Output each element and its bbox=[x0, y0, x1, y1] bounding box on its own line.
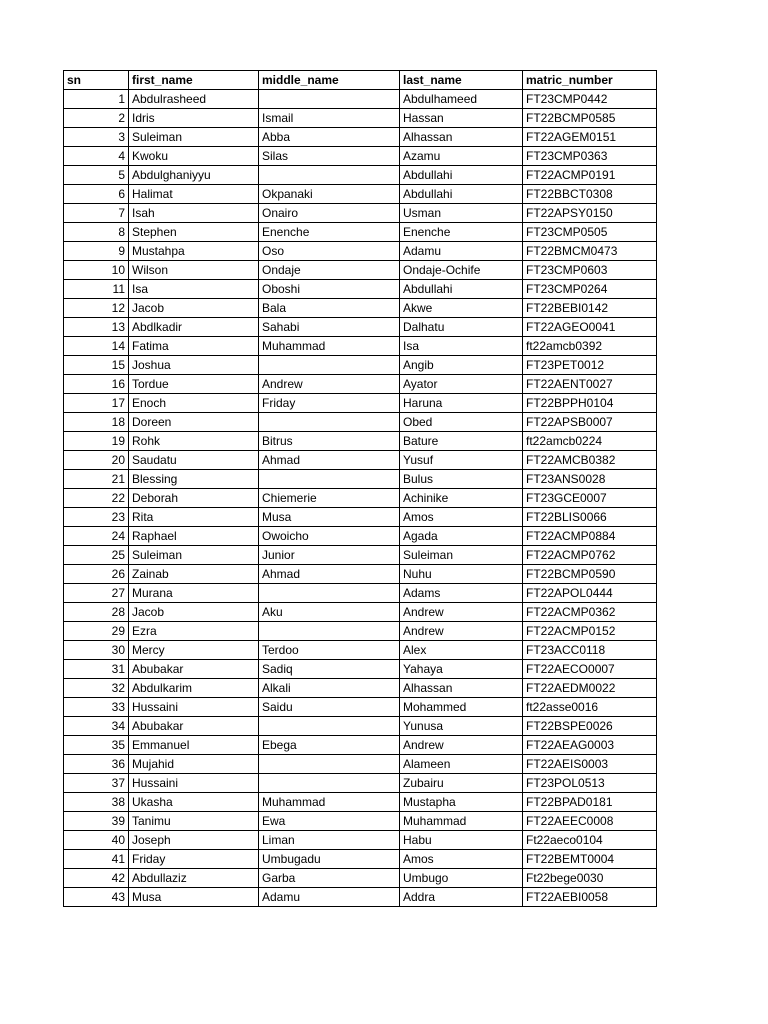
cell-sn: 10 bbox=[64, 261, 129, 280]
table-row bbox=[64, 432, 657, 451]
cell-middle-name: Garba bbox=[259, 869, 400, 888]
cell-middle-name: Silas bbox=[259, 147, 400, 166]
cell-first-name: Rohk bbox=[129, 432, 259, 451]
cell-middle-name bbox=[259, 166, 400, 185]
table-row bbox=[64, 812, 657, 831]
cell-last-name: Yahaya bbox=[400, 660, 523, 679]
cell-first-name: Friday bbox=[129, 850, 259, 869]
table-row bbox=[64, 679, 657, 698]
table-row bbox=[64, 698, 657, 717]
cell-matric-number: Ft22aeco0104 bbox=[523, 831, 657, 850]
cell-matric-number: FT22APOL0444 bbox=[523, 584, 657, 603]
cell-matric-number: FT23ACC0118 bbox=[523, 641, 657, 660]
cell-sn: 3 bbox=[64, 128, 129, 147]
cell-matric-number: FT22ACMP0152 bbox=[523, 622, 657, 641]
cell-matric-number: FT22BMCM0473 bbox=[523, 242, 657, 261]
cell-first-name: Mujahid bbox=[129, 755, 259, 774]
cell-matric-number: FT22AEAG0003 bbox=[523, 736, 657, 755]
cell-matric-number: FT22AEIS0003 bbox=[523, 755, 657, 774]
cell-sn: 1 bbox=[64, 90, 129, 109]
cell-matric-number: Ft22bege0030 bbox=[523, 869, 657, 888]
table-row bbox=[64, 318, 657, 337]
cell-middle-name: Owoicho bbox=[259, 527, 400, 546]
cell-middle-name: Oso bbox=[259, 242, 400, 261]
table-row bbox=[64, 128, 657, 147]
cell-sn: 16 bbox=[64, 375, 129, 394]
cell-first-name: Deborah bbox=[129, 489, 259, 508]
table-row bbox=[64, 584, 657, 603]
table-row bbox=[64, 660, 657, 679]
cell-first-name: Ukasha bbox=[129, 793, 259, 812]
cell-sn: 23 bbox=[64, 508, 129, 527]
cell-first-name: Hussaini bbox=[129, 774, 259, 793]
cell-sn: 28 bbox=[64, 603, 129, 622]
cell-matric-number: FT23GCE0007 bbox=[523, 489, 657, 508]
cell-last-name: Ondaje-Ochife bbox=[400, 261, 523, 280]
cell-first-name: Halimat bbox=[129, 185, 259, 204]
cell-last-name: Addra bbox=[400, 888, 523, 907]
cell-first-name: Suleiman bbox=[129, 128, 259, 147]
cell-first-name: Abubakar bbox=[129, 717, 259, 736]
cell-first-name: Suleiman bbox=[129, 546, 259, 565]
cell-last-name: Yunusa bbox=[400, 717, 523, 736]
cell-sn: 8 bbox=[64, 223, 129, 242]
cell-sn: 14 bbox=[64, 337, 129, 356]
cell-first-name: Saudatu bbox=[129, 451, 259, 470]
table-body bbox=[64, 90, 657, 907]
cell-first-name: Tanimu bbox=[129, 812, 259, 831]
cell-middle-name: Friday bbox=[259, 394, 400, 413]
cell-middle-name bbox=[259, 717, 400, 736]
cell-matric-number: FT22BEBI0142 bbox=[523, 299, 657, 318]
table-row bbox=[64, 717, 657, 736]
table-row bbox=[64, 736, 657, 755]
cell-last-name: Amos bbox=[400, 508, 523, 527]
cell-first-name: Jacob bbox=[129, 299, 259, 318]
cell-last-name: Ayator bbox=[400, 375, 523, 394]
cell-last-name: Hassan bbox=[400, 109, 523, 128]
cell-last-name: Umbugo bbox=[400, 869, 523, 888]
table-row bbox=[64, 147, 657, 166]
cell-matric-number: FT22BCMP0585 bbox=[523, 109, 657, 128]
cell-last-name: Abdullahi bbox=[400, 185, 523, 204]
table-row bbox=[64, 280, 657, 299]
cell-matric-number: FT22AGEM0151 bbox=[523, 128, 657, 147]
cell-middle-name: Chiemerie bbox=[259, 489, 400, 508]
cell-last-name: Abdullahi bbox=[400, 166, 523, 185]
cell-middle-name bbox=[259, 90, 400, 109]
cell-last-name: Andrew bbox=[400, 736, 523, 755]
cell-middle-name: Alkali bbox=[259, 679, 400, 698]
cell-sn: 36 bbox=[64, 755, 129, 774]
table-row bbox=[64, 774, 657, 793]
cell-matric-number: FT22BBCT0308 bbox=[523, 185, 657, 204]
cell-middle-name: Bala bbox=[259, 299, 400, 318]
cell-middle-name: Aku bbox=[259, 603, 400, 622]
cell-last-name: Yusuf bbox=[400, 451, 523, 470]
cell-sn: 31 bbox=[64, 660, 129, 679]
cell-first-name: Wilson bbox=[129, 261, 259, 280]
header-middle-name: middle_name bbox=[259, 71, 400, 90]
cell-middle-name bbox=[259, 356, 400, 375]
cell-matric-number: FT22APSB0007 bbox=[523, 413, 657, 432]
cell-matric-number: FT23CMP0264 bbox=[523, 280, 657, 299]
cell-last-name: Isa bbox=[400, 337, 523, 356]
cell-middle-name: Onairo bbox=[259, 204, 400, 223]
cell-sn: 6 bbox=[64, 185, 129, 204]
cell-middle-name: Enenche bbox=[259, 223, 400, 242]
cell-middle-name bbox=[259, 584, 400, 603]
cell-matric-number: FT22AEEC0008 bbox=[523, 812, 657, 831]
table-row bbox=[64, 869, 657, 888]
cell-last-name: Mustapha bbox=[400, 793, 523, 812]
cell-middle-name bbox=[259, 774, 400, 793]
cell-last-name: Habu bbox=[400, 831, 523, 850]
table-row bbox=[64, 413, 657, 432]
cell-sn: 12 bbox=[64, 299, 129, 318]
cell-matric-number: FT22ACMP0884 bbox=[523, 527, 657, 546]
cell-middle-name bbox=[259, 413, 400, 432]
header-sn: sn bbox=[64, 71, 129, 90]
cell-middle-name: Muhammad bbox=[259, 337, 400, 356]
cell-first-name: Idris bbox=[129, 109, 259, 128]
cell-matric-number: FT22APSY0150 bbox=[523, 204, 657, 223]
header-matric-number: matric_number bbox=[523, 71, 657, 90]
cell-last-name: Zubairu bbox=[400, 774, 523, 793]
table-row bbox=[64, 337, 657, 356]
cell-sn: 43 bbox=[64, 888, 129, 907]
table-row bbox=[64, 755, 657, 774]
cell-last-name: Bature bbox=[400, 432, 523, 451]
cell-last-name: Alex bbox=[400, 641, 523, 660]
cell-middle-name: Junior bbox=[259, 546, 400, 565]
cell-matric-number: FT22AECO0007 bbox=[523, 660, 657, 679]
cell-middle-name: Muhammad bbox=[259, 793, 400, 812]
cell-sn: 40 bbox=[64, 831, 129, 850]
cell-middle-name: Ahmad bbox=[259, 565, 400, 584]
cell-first-name: Abdullaziz bbox=[129, 869, 259, 888]
cell-last-name: Mohammed bbox=[400, 698, 523, 717]
cell-sn: 30 bbox=[64, 641, 129, 660]
cell-first-name: Abdlkadir bbox=[129, 318, 259, 337]
cell-last-name: Usman bbox=[400, 204, 523, 223]
cell-sn: 39 bbox=[64, 812, 129, 831]
cell-sn: 32 bbox=[64, 679, 129, 698]
table-row bbox=[64, 527, 657, 546]
cell-matric-number: FT23ANS0028 bbox=[523, 470, 657, 489]
cell-sn: 18 bbox=[64, 413, 129, 432]
cell-sn: 37 bbox=[64, 774, 129, 793]
table-row bbox=[64, 850, 657, 869]
cell-sn: 5 bbox=[64, 166, 129, 185]
cell-middle-name: Terdoo bbox=[259, 641, 400, 660]
cell-sn: 42 bbox=[64, 869, 129, 888]
cell-matric-number: FT23CMP0363 bbox=[523, 147, 657, 166]
cell-first-name: Jacob bbox=[129, 603, 259, 622]
table-row bbox=[64, 793, 657, 812]
cell-first-name: Hussaini bbox=[129, 698, 259, 717]
cell-middle-name: Adamu bbox=[259, 888, 400, 907]
table-row bbox=[64, 204, 657, 223]
cell-sn: 33 bbox=[64, 698, 129, 717]
cell-matric-number: FT22BCMP0590 bbox=[523, 565, 657, 584]
table-row bbox=[64, 90, 657, 109]
cell-sn: 38 bbox=[64, 793, 129, 812]
cell-sn: 7 bbox=[64, 204, 129, 223]
cell-middle-name: Abba bbox=[259, 128, 400, 147]
cell-middle-name: Umbugadu bbox=[259, 850, 400, 869]
cell-matric-number: FT22AGEO0041 bbox=[523, 318, 657, 337]
cell-matric-number: FT22BSPE0026 bbox=[523, 717, 657, 736]
cell-matric-number: FT23PET0012 bbox=[523, 356, 657, 375]
cell-sn: 20 bbox=[64, 451, 129, 470]
table-row bbox=[64, 641, 657, 660]
cell-sn: 4 bbox=[64, 147, 129, 166]
cell-middle-name: Bitrus bbox=[259, 432, 400, 451]
cell-first-name: Isa bbox=[129, 280, 259, 299]
cell-first-name: Abdulkarim bbox=[129, 679, 259, 698]
cell-sn: 34 bbox=[64, 717, 129, 736]
cell-matric-number: FT22ACMP0191 bbox=[523, 166, 657, 185]
cell-first-name: Rita bbox=[129, 508, 259, 527]
cell-sn: 2 bbox=[64, 109, 129, 128]
cell-last-name: Andrew bbox=[400, 622, 523, 641]
cell-sn: 22 bbox=[64, 489, 129, 508]
cell-first-name: Kwoku bbox=[129, 147, 259, 166]
cell-last-name: Alameen bbox=[400, 755, 523, 774]
cell-last-name: Haruna bbox=[400, 394, 523, 413]
cell-matric-number: FT22AEBI0058 bbox=[523, 888, 657, 907]
header-row bbox=[64, 71, 657, 90]
cell-last-name: Agada bbox=[400, 527, 523, 546]
cell-matric-number: FT22BPPH0104 bbox=[523, 394, 657, 413]
table-row bbox=[64, 356, 657, 375]
cell-last-name: Azamu bbox=[400, 147, 523, 166]
cell-first-name: Blessing bbox=[129, 470, 259, 489]
cell-matric-number: FT23POL0513 bbox=[523, 774, 657, 793]
cell-matric-number: FT23CMP0603 bbox=[523, 261, 657, 280]
table-row bbox=[64, 375, 657, 394]
cell-sn: 9 bbox=[64, 242, 129, 261]
cell-middle-name: Sahabi bbox=[259, 318, 400, 337]
cell-first-name: Musa bbox=[129, 888, 259, 907]
cell-sn: 26 bbox=[64, 565, 129, 584]
table-row bbox=[64, 242, 657, 261]
cell-last-name: Bulus bbox=[400, 470, 523, 489]
header-last-name: last_name bbox=[400, 71, 523, 90]
cell-sn: 25 bbox=[64, 546, 129, 565]
cell-sn: 11 bbox=[64, 280, 129, 299]
cell-middle-name: Ewa bbox=[259, 812, 400, 831]
table-row bbox=[64, 546, 657, 565]
table-row bbox=[64, 223, 657, 242]
table-row bbox=[64, 508, 657, 527]
cell-last-name: Suleiman bbox=[400, 546, 523, 565]
cell-first-name: Mercy bbox=[129, 641, 259, 660]
cell-matric-number: FT23CMP0505 bbox=[523, 223, 657, 242]
cell-last-name: Akwe bbox=[400, 299, 523, 318]
cell-matric-number: FT22AMCB0382 bbox=[523, 451, 657, 470]
cell-sn: 13 bbox=[64, 318, 129, 337]
cell-last-name: Alhassan bbox=[400, 128, 523, 147]
cell-middle-name: Oboshi bbox=[259, 280, 400, 299]
cell-matric-number: FT22BPAD0181 bbox=[523, 793, 657, 812]
table-row bbox=[64, 888, 657, 907]
student-table bbox=[63, 70, 657, 907]
cell-middle-name: Andrew bbox=[259, 375, 400, 394]
table-row bbox=[64, 394, 657, 413]
cell-sn: 19 bbox=[64, 432, 129, 451]
cell-first-name: Mustahpa bbox=[129, 242, 259, 261]
table-row bbox=[64, 603, 657, 622]
cell-matric-number: ft22asse0016 bbox=[523, 698, 657, 717]
cell-last-name: Achinike bbox=[400, 489, 523, 508]
cell-middle-name: Ebega bbox=[259, 736, 400, 755]
table-row bbox=[64, 470, 657, 489]
cell-middle-name bbox=[259, 755, 400, 774]
cell-last-name: Alhassan bbox=[400, 679, 523, 698]
cell-last-name: Muhammad bbox=[400, 812, 523, 831]
cell-first-name: Fatima bbox=[129, 337, 259, 356]
cell-matric-number: FT22ACMP0762 bbox=[523, 546, 657, 565]
cell-first-name: Stephen bbox=[129, 223, 259, 242]
cell-matric-number: FT22BEMT0004 bbox=[523, 850, 657, 869]
cell-middle-name: Saidu bbox=[259, 698, 400, 717]
cell-sn: 41 bbox=[64, 850, 129, 869]
cell-first-name: Isah bbox=[129, 204, 259, 223]
cell-sn: 27 bbox=[64, 584, 129, 603]
cell-first-name: Emmanuel bbox=[129, 736, 259, 755]
table-row bbox=[64, 622, 657, 641]
table-row bbox=[64, 166, 657, 185]
table-row bbox=[64, 185, 657, 204]
cell-sn: 15 bbox=[64, 356, 129, 375]
cell-last-name: Angib bbox=[400, 356, 523, 375]
cell-middle-name: Ahmad bbox=[259, 451, 400, 470]
table-row bbox=[64, 261, 657, 280]
cell-first-name: Joseph bbox=[129, 831, 259, 850]
cell-middle-name: Sadiq bbox=[259, 660, 400, 679]
cell-matric-number: FT23CMP0442 bbox=[523, 90, 657, 109]
cell-matric-number: FT22AENT0027 bbox=[523, 375, 657, 394]
cell-matric-number: ft22amcb0224 bbox=[523, 432, 657, 451]
cell-first-name: Enoch bbox=[129, 394, 259, 413]
cell-first-name: Raphael bbox=[129, 527, 259, 546]
cell-first-name: Abubakar bbox=[129, 660, 259, 679]
cell-matric-number: FT22AEDM0022 bbox=[523, 679, 657, 698]
cell-last-name: Enenche bbox=[400, 223, 523, 242]
table-row bbox=[64, 489, 657, 508]
cell-middle-name: Musa bbox=[259, 508, 400, 527]
cell-matric-number: FT22ACMP0362 bbox=[523, 603, 657, 622]
cell-first-name: Tordue bbox=[129, 375, 259, 394]
cell-middle-name bbox=[259, 622, 400, 641]
cell-middle-name: Ismail bbox=[259, 109, 400, 128]
cell-middle-name: Liman bbox=[259, 831, 400, 850]
header-first-name: first_name bbox=[129, 71, 259, 90]
cell-first-name: Zainab bbox=[129, 565, 259, 584]
cell-sn: 21 bbox=[64, 470, 129, 489]
cell-first-name: Abdulghaniyyu bbox=[129, 166, 259, 185]
cell-middle-name: Ondaje bbox=[259, 261, 400, 280]
cell-first-name: Doreen bbox=[129, 413, 259, 432]
cell-last-name: Andrew bbox=[400, 603, 523, 622]
cell-last-name: Nuhu bbox=[400, 565, 523, 584]
cell-last-name: Adamu bbox=[400, 242, 523, 261]
cell-matric-number: ft22amcb0392 bbox=[523, 337, 657, 356]
cell-first-name: Murana bbox=[129, 584, 259, 603]
cell-middle-name: Okpanaki bbox=[259, 185, 400, 204]
table-row bbox=[64, 831, 657, 850]
cell-matric-number: FT22BLIS0066 bbox=[523, 508, 657, 527]
cell-last-name: Abdulhameed bbox=[400, 90, 523, 109]
cell-last-name: Adams bbox=[400, 584, 523, 603]
cell-first-name: Joshua bbox=[129, 356, 259, 375]
cell-first-name: Abdulrasheed bbox=[129, 90, 259, 109]
cell-middle-name bbox=[259, 470, 400, 489]
table-header bbox=[64, 71, 657, 90]
table-row bbox=[64, 109, 657, 128]
cell-sn: 29 bbox=[64, 622, 129, 641]
cell-last-name: Abdullahi bbox=[400, 280, 523, 299]
table-row bbox=[64, 565, 657, 584]
cell-sn: 24 bbox=[64, 527, 129, 546]
table-row bbox=[64, 299, 657, 318]
cell-sn: 17 bbox=[64, 394, 129, 413]
cell-last-name: Dalhatu bbox=[400, 318, 523, 337]
cell-last-name: Obed bbox=[400, 413, 523, 432]
table-row bbox=[64, 451, 657, 470]
cell-last-name: Amos bbox=[400, 850, 523, 869]
cell-first-name: Ezra bbox=[129, 622, 259, 641]
cell-sn: 35 bbox=[64, 736, 129, 755]
